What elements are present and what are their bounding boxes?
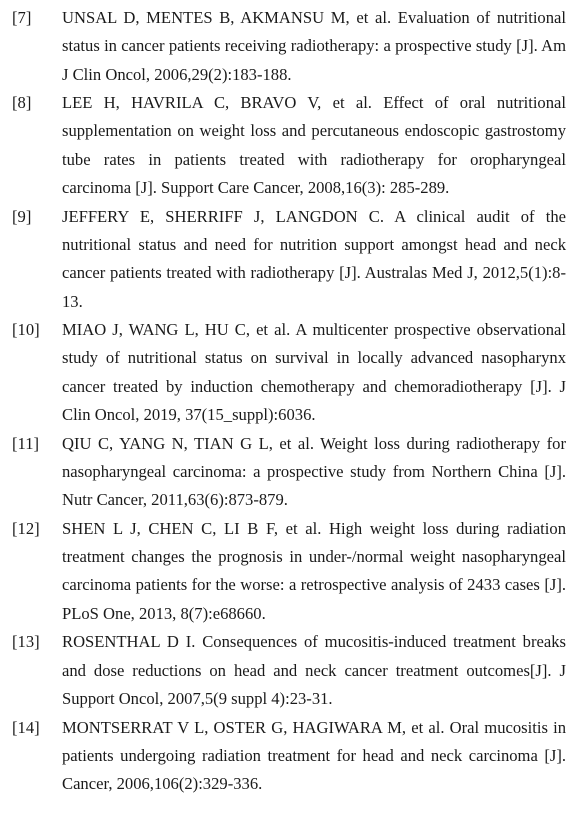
reference-text: QIU C, YANG N, TIAN G L, et al. Weight loss during radiotherapy for nasopharyngeal carcinoma: a prospective study from Northern China [J]. Nutr Cancer, 2011,63(6):873-879.	[62, 433, 566, 510]
reference-item	[0, 515, 582, 628]
reference-item	[0, 89, 582, 202]
reference-item	[0, 316, 582, 429]
reference-number: [11]	[12, 433, 40, 453]
reference-number: [13]	[12, 632, 40, 652]
reference-text: MIAO J, WANG L, HU C, et al. A multicenter prospective observational study of nutritional status on survival in locally advanced nasopharynx cancer treated by induction chemotherapy and chemoradiotherapy [J]. J Clin Oncol, 2019, 37(15_suppl):6036.	[62, 320, 566, 425]
reference-number: [12]	[12, 518, 40, 538]
reference-number: [9]	[12, 206, 32, 226]
reference-text: JEFFERY E, SHERRIFF J, LANGDON C. A clinical audit of the nutritional status and need for nutrition support amongst head and neck cancer patients treated with radiotherapy [J]. Australas Med J, 2012,5(1):8-13.	[62, 206, 566, 311]
reference-number: [8]	[12, 93, 32, 113]
reference-item	[0, 4, 582, 89]
reference-text: ROSENTHAL D I. Consequences of mucositis-induced treatment breaks and dose reductions on head and neck cancer treatment outcomes[J]. J Support Oncol, 2007,5(9 suppl 4):23-31.	[62, 632, 566, 708]
reference-item	[0, 203, 582, 316]
reference-text: LEE H, HAVRILA C, BRAVO V, et al. Effect of oral nutritional supplementation on weight loss and percutaneous endoscopic gastrostomy tube rates in patients treated with radiotherapy for oropharyngeal carcinoma [J]. Support Care Cancer, 2008,16(3): 285-289.	[62, 93, 566, 198]
reference-number: [14]	[12, 717, 40, 737]
reference-item	[0, 714, 582, 799]
reference-item	[0, 430, 582, 515]
reference-number: [10]	[12, 320, 40, 340]
reference-text: MONTSERRAT V L, OSTER G, HAGIWARA M, et al. Oral mucositis in patients undergoing radiation treatment for head and neck carcinoma [J]. Cancer, 2006,106(2):329-336.	[62, 717, 566, 794]
reference-text: SHEN L J, CHEN C, LI B F, et al. High weight loss during radiation treatment changes the prognosis in under-/normal weight nasopharyngeal carcinoma patients for the worse: a retrospective analysis of 2433 cases [J]. PLoS One, 2013, 8(7):e68660.	[62, 518, 566, 623]
reference-list	[0, 4, 582, 799]
reference-item	[0, 628, 582, 713]
reference-text: UNSAL D, MENTES B, AKMANSU M, et al. Evaluation of nutritional status in cancer patients receiving radiotherapy: a prospective study [J]. Am J Clin Oncol, 2006,29(2):183-188.	[62, 8, 566, 84]
reference-number: [7]	[12, 8, 32, 27]
